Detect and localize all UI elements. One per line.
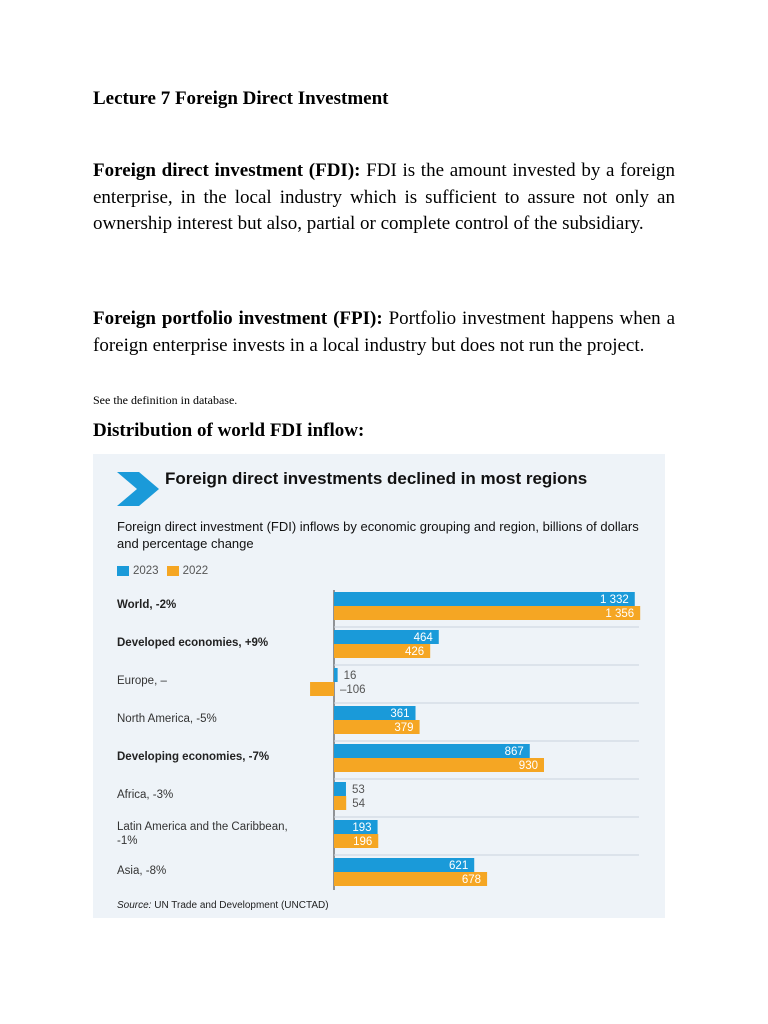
bar-2023	[334, 592, 635, 606]
data-label-2023: 53	[351, 784, 365, 796]
data-label-2022: 930	[518, 760, 538, 772]
bar-2022	[334, 606, 640, 620]
data-label-2023: 621	[449, 860, 469, 872]
legend-label-2023: 2023	[133, 565, 159, 577]
category-label: Developing economies, -7%	[117, 751, 270, 763]
data-label-2023: 16	[343, 670, 357, 682]
figure-source	[117, 900, 329, 911]
figure-subtitle: Foreign direct investment (FDI) inflows by economic grouping and region, billions of dollars and percentage change	[117, 519, 639, 551]
bar-2022	[334, 758, 544, 772]
bar-2023	[334, 668, 338, 682]
category-label: Asia, -8%	[117, 865, 167, 877]
legend-label-2022: 2022	[182, 565, 209, 577]
data-label-2022: –106	[340, 684, 366, 696]
data-label-2023: 867	[504, 746, 524, 758]
distribution-heading: Distribution of world FDI inflow:	[93, 420, 365, 441]
data-label-2023: 1 332	[599, 594, 629, 606]
bar-2023	[334, 782, 346, 796]
data-label-2023: 464	[413, 632, 433, 644]
data-label-2022: 196	[353, 836, 373, 848]
database-note: See the definition in database.	[93, 393, 238, 407]
data-label-2022: 678	[461, 874, 482, 886]
fpi-paragraph	[93, 306, 675, 359]
bar-2022	[310, 682, 334, 696]
fdi-bar-chart	[93, 454, 665, 918]
bar-2023	[334, 744, 530, 758]
figure-title: Foreign direct investments declined in most regions	[165, 469, 588, 488]
fpi-definition: Portfolio investment happens when a foreign enterprise invests in a local industry but does not run the project.	[93, 308, 676, 356]
fpi-term: Foreign portfolio investment (FPI):	[93, 308, 383, 329]
bar-2022	[334, 796, 346, 810]
category-label: World, -2%	[117, 599, 177, 611]
data-label-2023: 193	[352, 822, 372, 834]
fdi-paragraph	[93, 158, 675, 238]
fdi-figure	[93, 454, 665, 918]
data-label-2022: 54	[352, 798, 365, 810]
source-label: Source:	[117, 900, 152, 911]
fdi-definition: FDI is the amount invested by a foreign enterprise, in the local industry which is sufficient to assure not only an ownership interest but also, partial or complete control of the subsidiary.	[93, 160, 676, 234]
data-label-2023: 361	[390, 708, 410, 720]
category-label: North America, -5%	[117, 713, 217, 725]
category-label: Europe, –	[117, 675, 167, 687]
category-label: Africa, -3%	[117, 789, 174, 801]
data-label-2022: 1 356	[605, 608, 635, 620]
data-label-2022: 426	[405, 646, 425, 658]
category-label: Developed economies, +9%	[117, 637, 269, 649]
fdi-term: Foreign direct investment (FDI):	[93, 160, 361, 181]
data-label-2022: 379	[394, 722, 414, 734]
source-text: UN Trade and Development (UNCTAD)	[151, 900, 329, 911]
category-label: Latin America and the Caribbean, -1%	[117, 821, 288, 847]
lecture-heading: Lecture 7 Foreign Direct Investment	[93, 88, 389, 109]
